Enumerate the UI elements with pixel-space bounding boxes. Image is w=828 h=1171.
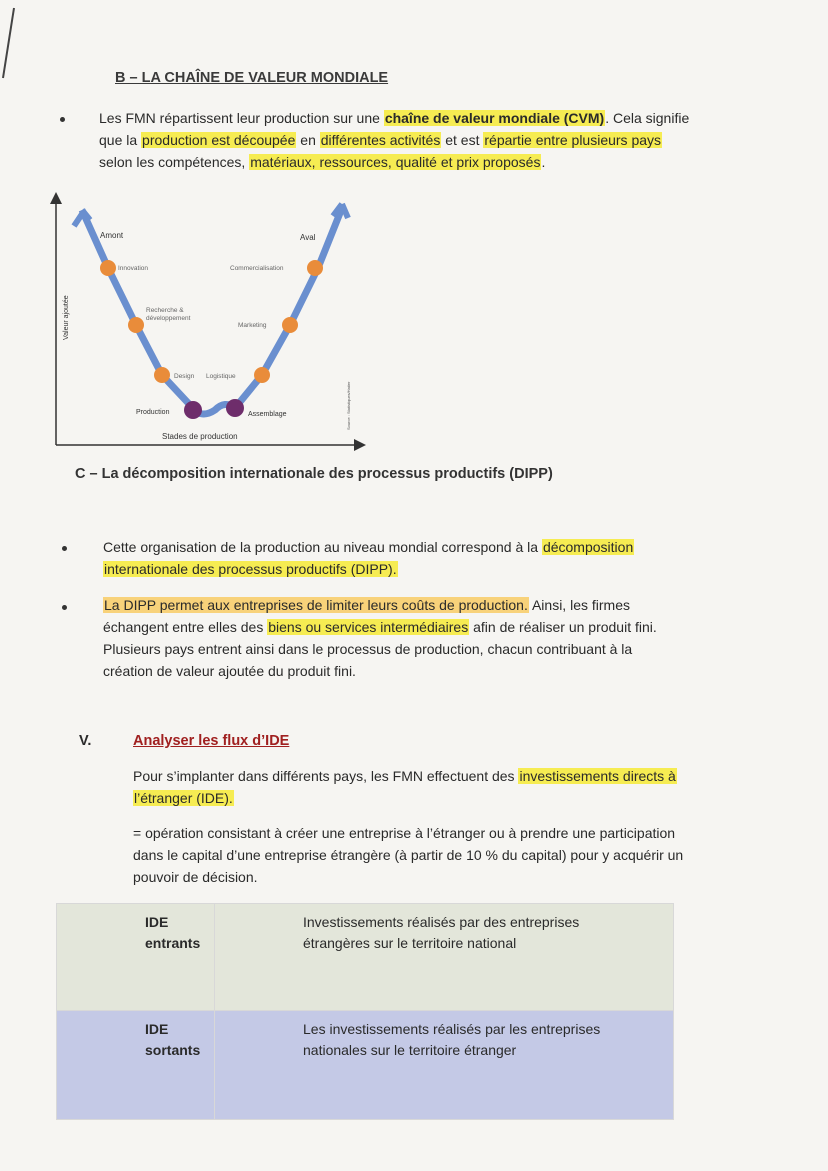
dipp-text: création de valeur ajoutée du produit fini. [103, 663, 356, 679]
amont-label: Amont [100, 231, 124, 240]
ide-highlight: investissements directs à [519, 768, 676, 784]
dipp-text: Plusieurs pays entrent ainsi dans le processus de production, chacun contribuant à la [103, 641, 633, 657]
dipp-text: Ainsi, les firmes [528, 597, 630, 613]
table-cell-description [215, 904, 674, 1011]
ide-intro [133, 765, 773, 809]
section-v-title: Analyser les flux d’IDE [133, 733, 290, 749]
cvm-text: selon les compétences, [99, 154, 246, 170]
stage-dot [307, 260, 323, 276]
bullet-dot [60, 117, 65, 122]
cvm-paragraph [99, 107, 739, 173]
table-cell-label [57, 904, 215, 1011]
dipp-highlight: décomposition [542, 539, 634, 555]
stage-label: Recherche & [146, 307, 184, 314]
section-v-number: V. [79, 733, 92, 749]
stage-label: Assemblage [248, 411, 287, 418]
ide-label: entrants [145, 935, 201, 951]
cvm-text: Les FMN répartissent leur production sur une [99, 110, 380, 126]
stage-label: Marketing [238, 322, 267, 329]
stage-label: Logistique [206, 373, 236, 380]
ide-label: IDE [145, 1021, 169, 1037]
bullet-dot [62, 546, 67, 551]
ide-text: Pour s’implanter dans différents pays, les FMN effectuent des [133, 768, 515, 784]
ide-highlight: l’étranger (IDE). [134, 790, 233, 806]
pencil-stroke [0, 0, 30, 85]
cvm-text: . [541, 154, 546, 170]
cvm-text: . Cela signifie [605, 110, 690, 126]
stage-dot [128, 317, 144, 333]
dipp-benefits [103, 594, 753, 682]
stage-dot [100, 260, 116, 276]
cvm-text: en [300, 132, 316, 148]
stage-label: développement [146, 315, 191, 322]
cvm-highlight: matériaux, ressources, qualité et prix proposés [250, 154, 541, 170]
ide-text: dans le capital d’une entreprise étrangère (à partir de 10 % du capital) pour y acquérir un [133, 847, 684, 863]
dipp-text: Cette organisation de la production au niveau mondial correspond à la [103, 539, 539, 555]
dipp-text: afin de réaliser un produit fini. [469, 619, 657, 635]
stage-label: Commercialisation [230, 265, 284, 272]
stage-label: Design [174, 373, 195, 380]
cvm-text: que la [99, 132, 138, 148]
stage-label: Production [136, 409, 170, 416]
ide-description: Les investissements réalisés par les entreprises [303, 1021, 601, 1037]
stage-label: Innovation [118, 265, 148, 272]
ide-text: pouvoir de décision. [133, 869, 258, 885]
dipp-highlight: internationale des processus productifs (DIPP). [104, 561, 397, 577]
section-c-title: C – La décomposition internationale des processus productifs (DIPP) [75, 466, 553, 482]
table-row [57, 1011, 674, 1120]
cvm-text: et est [445, 132, 480, 148]
stage-dot [184, 401, 202, 419]
ide-definition [133, 822, 783, 888]
y-axis-label: Valeur ajoutée [63, 295, 70, 340]
ide-label: IDE [145, 914, 169, 930]
aval-label: Aval [300, 233, 316, 242]
stage-dot [282, 317, 298, 333]
bullet-dot [62, 605, 67, 610]
source-credit: Source : Statistiques/Hatier [346, 381, 351, 430]
dipp-definition [103, 536, 753, 580]
section-b-title: B – LA CHAÎNE DE VALEUR MONDIALE [115, 70, 389, 86]
table-cell-label [57, 1011, 215, 1120]
cvm-highlight: production est découpée [142, 132, 296, 148]
x-axis-label: Stades de production [162, 432, 238, 441]
dipp-text: échangent entre elles des [103, 619, 264, 635]
table-cell-description [215, 1011, 674, 1120]
cvm-highlight: différentes activités [320, 132, 441, 148]
stage-dot [254, 367, 270, 383]
ide-text: = opération consistant à créer une entreprise à l’étranger ou à prendre une participation [133, 825, 676, 841]
ide-description: Investissements réalisés par des entreprises [303, 914, 580, 930]
smile-curve-diagram [50, 190, 370, 455]
ide-description: étrangères sur le territoire national [303, 935, 517, 951]
stage-dot [154, 367, 170, 383]
stage-dot [226, 399, 244, 417]
ide-table [56, 903, 674, 1120]
cvm-highlight: chaîne de valeur mondiale (CVM) [384, 110, 605, 126]
cvm-highlight: répartie entre plusieurs pays [484, 132, 662, 148]
dipp-highlight: La DIPP permet aux entreprises de limiter leurs coûts de production. [104, 597, 528, 613]
ide-label: sortants [145, 1042, 201, 1058]
table-row [57, 904, 674, 1011]
ide-description: nationales sur le territoire étranger [303, 1042, 517, 1058]
dipp-highlight: biens ou services intermédiaires [268, 619, 469, 635]
